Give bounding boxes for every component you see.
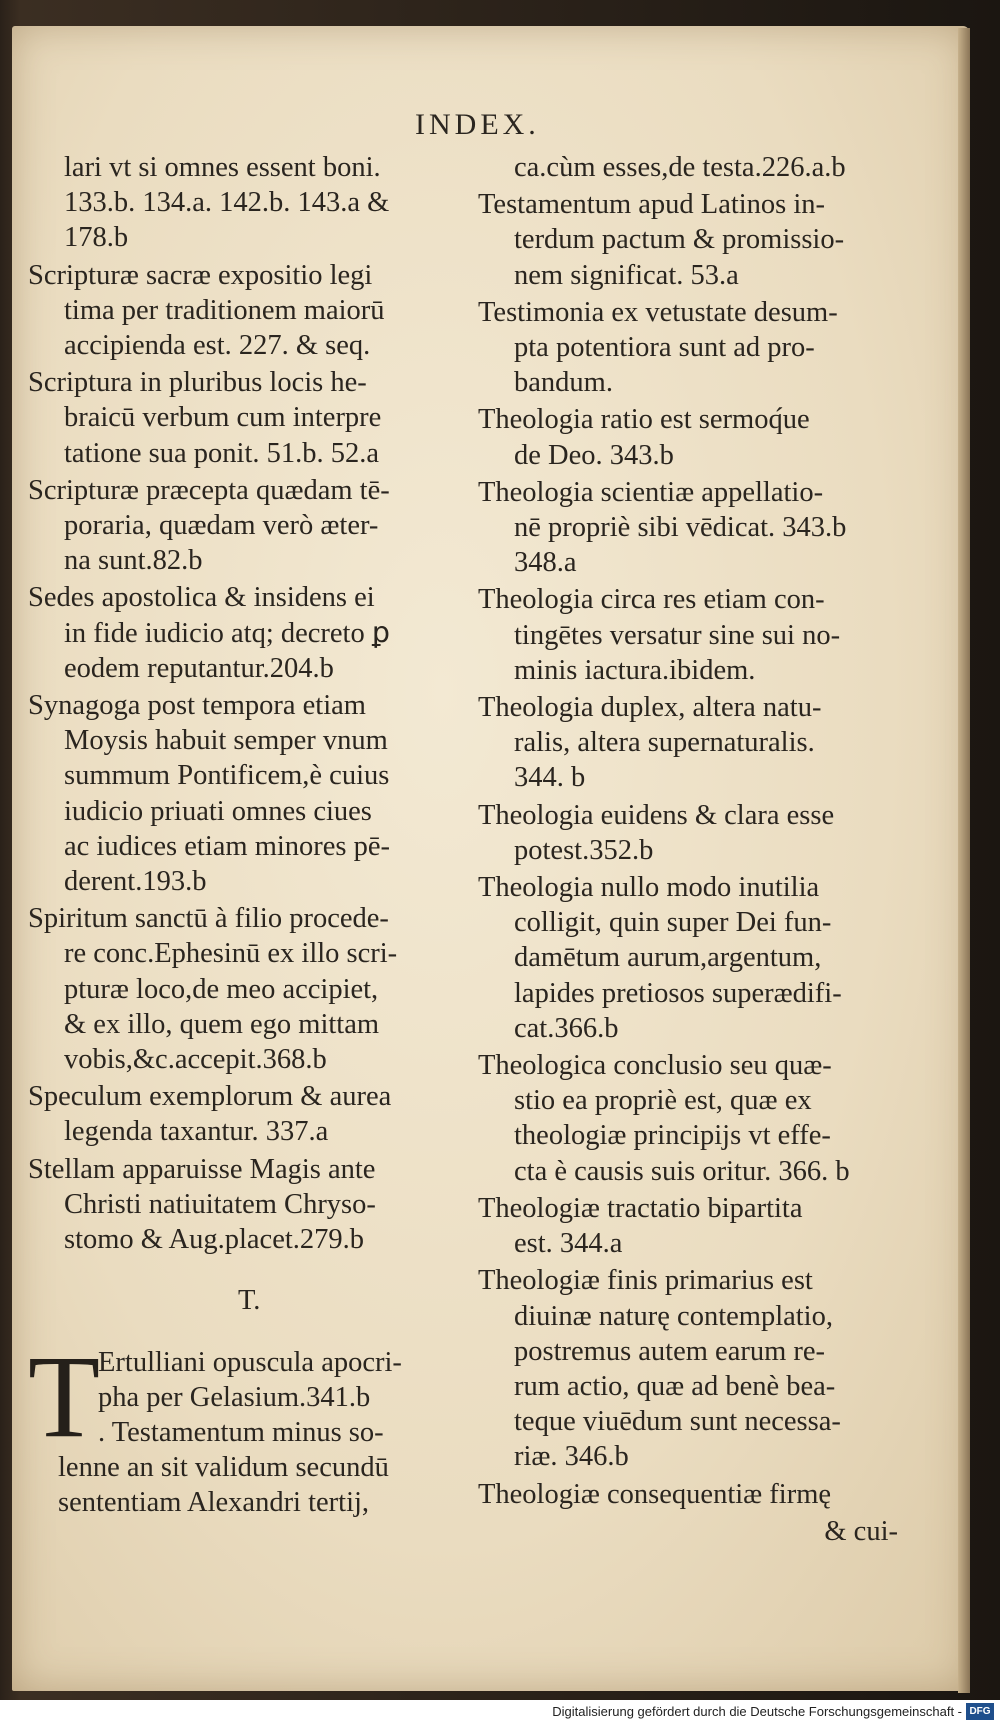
index-entry-line: Sedes apostolica & insidens ei xyxy=(28,582,375,614)
index-entry-line: poraria, quædam verò æter- xyxy=(64,510,379,542)
index-entry-line: Theologia duplex, altera natu- xyxy=(478,692,822,724)
index-entry-line: in fide iudicio atq; decreto ꝑ xyxy=(64,617,390,649)
index-entry-line: potest.352.b xyxy=(514,834,654,866)
right-column xyxy=(478,150,918,1549)
index-entry-line: minis iactura.ibidem. xyxy=(514,654,756,686)
index-entry-line: stio ea propriè est, quæ ex xyxy=(514,1085,812,1117)
section-letter: T. xyxy=(238,1285,261,1317)
index-entry-line: lari vt si omnes essent boni. xyxy=(64,152,381,183)
index-entry-line: Theologia ratio est sermoq́ue xyxy=(478,404,810,436)
index-entry-line: riæ. 346.b xyxy=(514,1441,629,1473)
index-entry xyxy=(28,258,468,364)
index-entry xyxy=(478,150,918,185)
index-entry-line: de Deo. 343.b xyxy=(514,439,674,471)
index-entry-line: re conc.Ephesinū ex illo scri- xyxy=(64,938,398,970)
index-entry-line: legenda taxantur. 337.a xyxy=(64,1116,329,1148)
index-entry xyxy=(28,1152,468,1258)
index-entry-line: est. 344.a xyxy=(514,1228,623,1260)
index-entry-line: ralis, altera supernaturalis. xyxy=(514,727,815,759)
index-entry xyxy=(28,365,468,471)
index-entry xyxy=(478,1477,918,1512)
index-entry-line: ac iudices etiam minores pē- xyxy=(64,830,391,862)
index-entry-line: 348.a xyxy=(514,547,577,579)
index-entry-line: Theologiæ consequentiæ firmę xyxy=(478,1478,832,1510)
index-entry-line: Synagoga post tempora etiam xyxy=(28,690,366,722)
index-entry-line: nē propriè sibi vēdicat. 343.b xyxy=(514,512,847,544)
index-entry-line: summum Pontificem,è cuius xyxy=(64,760,390,792)
index-entry-line: Theologiæ finis primarius est xyxy=(478,1265,813,1297)
index-entry xyxy=(28,150,468,256)
index-entry-line: Theologiæ tractatio bipartita xyxy=(478,1192,803,1224)
index-entry-line: 178.b xyxy=(64,222,129,254)
index-entry-line: Stellam apparuisse Magis ante xyxy=(28,1153,376,1185)
footer-credit: Digitalisierung gefördert durch die Deutsche Forschungsgemeinschaft - xyxy=(552,1704,962,1719)
index-entry-line: sententiam Alexandri tertij, xyxy=(58,1487,370,1519)
dfg-logo: DFG xyxy=(966,1703,994,1720)
left-column xyxy=(28,150,468,1521)
index-entry xyxy=(478,475,918,581)
index-entry-line: bandum. xyxy=(514,367,613,399)
index-entry xyxy=(478,1263,918,1474)
index-entry-line: derent.193.b xyxy=(64,866,207,898)
index-entry-line: postremus autem earum re- xyxy=(514,1335,826,1367)
index-entry-line: Spiritum sanctū à filio procede- xyxy=(28,903,389,935)
index-entry-line: Theologia scientiæ appellatio- xyxy=(478,476,824,508)
index-entry-line: cta è causis suis oritur. 366. b xyxy=(514,1155,850,1187)
index-entry-line: pta potentiora sunt ad pro- xyxy=(514,332,815,364)
index-entry-line: 133.b. 134.a. 142.b. 143.a & xyxy=(64,187,390,219)
index-entry-line: Scripturæ sacræ expositio legi xyxy=(28,259,373,291)
index-entry-line: theologiæ principijs vt effe- xyxy=(514,1120,831,1152)
index-entry-line: . Testamentum minus so- xyxy=(98,1416,384,1448)
index-entry xyxy=(28,580,468,686)
index-entry-line: na sunt.82.b xyxy=(64,545,203,577)
index-entry-line: & ex illo, quem ego mittam xyxy=(64,1008,380,1040)
index-entry-line: Ertulliani opuscula apocri- xyxy=(98,1346,402,1378)
index-entry-line: lenne an sit validum secundū xyxy=(58,1452,389,1484)
index-entry-line: pha per Gelasium.341.b xyxy=(98,1381,371,1413)
index-entry-line: damētum aurum,argentum, xyxy=(514,942,822,974)
index-entry xyxy=(478,582,918,688)
index-entry-line: tima per traditionem maiorū xyxy=(64,294,385,326)
index-entry-line: Moysis habuit semper vnum xyxy=(64,725,388,757)
index-entry-line: braicū verbum cum interpre xyxy=(64,402,382,434)
index-entry xyxy=(478,187,918,293)
index-entry xyxy=(28,688,468,899)
index-entry-line: Theologia circa res etiam con- xyxy=(478,584,825,616)
catchword: & cui- xyxy=(824,1515,898,1547)
index-entry xyxy=(28,901,468,1077)
index-entry-line: Scripturæ præcepta quædam tē- xyxy=(28,474,390,506)
index-entry-line: ca.cùm esses,de testa.226.a.b xyxy=(514,152,846,183)
index-entry-line: colligit, quin super Dei fun- xyxy=(514,907,832,939)
index-entry-line: rum actio, quæ ad benè bea- xyxy=(514,1370,836,1402)
index-entry-line: 344. b xyxy=(514,762,586,794)
index-entry xyxy=(478,1191,918,1261)
index-entry-line: tingētes versatur sine sui no- xyxy=(514,619,841,651)
index-entry-line: stomo & Aug.placet.279.b xyxy=(64,1224,365,1256)
page-edge xyxy=(958,28,970,1693)
index-entry-line: cat.366.b xyxy=(514,1012,619,1044)
index-entry-line: Testamentum apud Latinos in- xyxy=(478,189,826,221)
running-head: INDEX. xyxy=(415,108,540,141)
index-entry-line: Theologia euidens & clara esse xyxy=(478,799,835,831)
index-entry-line: Speculum exemplorum & aurea xyxy=(28,1081,392,1113)
index-entry-line: teque viuēdum sunt necessa- xyxy=(514,1406,841,1438)
index-entry xyxy=(478,402,918,472)
index-entry-line: iudicio priuati omnes ciues xyxy=(64,795,372,827)
index-entry-line: eodem reputantur.204.b xyxy=(64,652,334,684)
index-entry-line: terdum pactum & promissio- xyxy=(514,224,845,256)
index-entry-line: Christi natiuitatem Chryso- xyxy=(64,1188,376,1220)
index-entry xyxy=(478,870,918,1046)
index-entry-line: Testimonia ex vetustate desum- xyxy=(478,296,838,328)
index-entry-line: accipienda est. 227. & seq. xyxy=(64,330,371,362)
drop-cap-initial: T xyxy=(28,1330,101,1462)
index-entry-line: vobis,&c.accepit.368.b xyxy=(64,1044,327,1076)
index-entry-line: Theologica conclusio seu quæ- xyxy=(478,1050,832,1082)
index-entry-line: tatione sua ponit. 51.b. 52.a xyxy=(64,437,380,469)
index-entry xyxy=(28,473,468,579)
index-entry-line: nem significat. 53.a xyxy=(514,259,739,291)
index-entry xyxy=(478,295,918,401)
index-entry xyxy=(478,1048,918,1189)
drop-cap-block xyxy=(28,1330,468,1521)
index-entry-line: Scriptura in pluribus locis he- xyxy=(28,367,367,399)
index-entry-line: lapides pretiosos superædifi- xyxy=(514,977,842,1009)
index-entry xyxy=(28,1079,468,1149)
index-entry-line: diuinæ naturę contemplatio, xyxy=(514,1300,833,1332)
index-entry-line: pturæ loco,de meo accipiet, xyxy=(64,973,379,1005)
index-entry xyxy=(478,798,918,868)
index-entry xyxy=(478,690,918,796)
index-entry-line: Theologia nullo modo inutilia xyxy=(478,872,820,904)
